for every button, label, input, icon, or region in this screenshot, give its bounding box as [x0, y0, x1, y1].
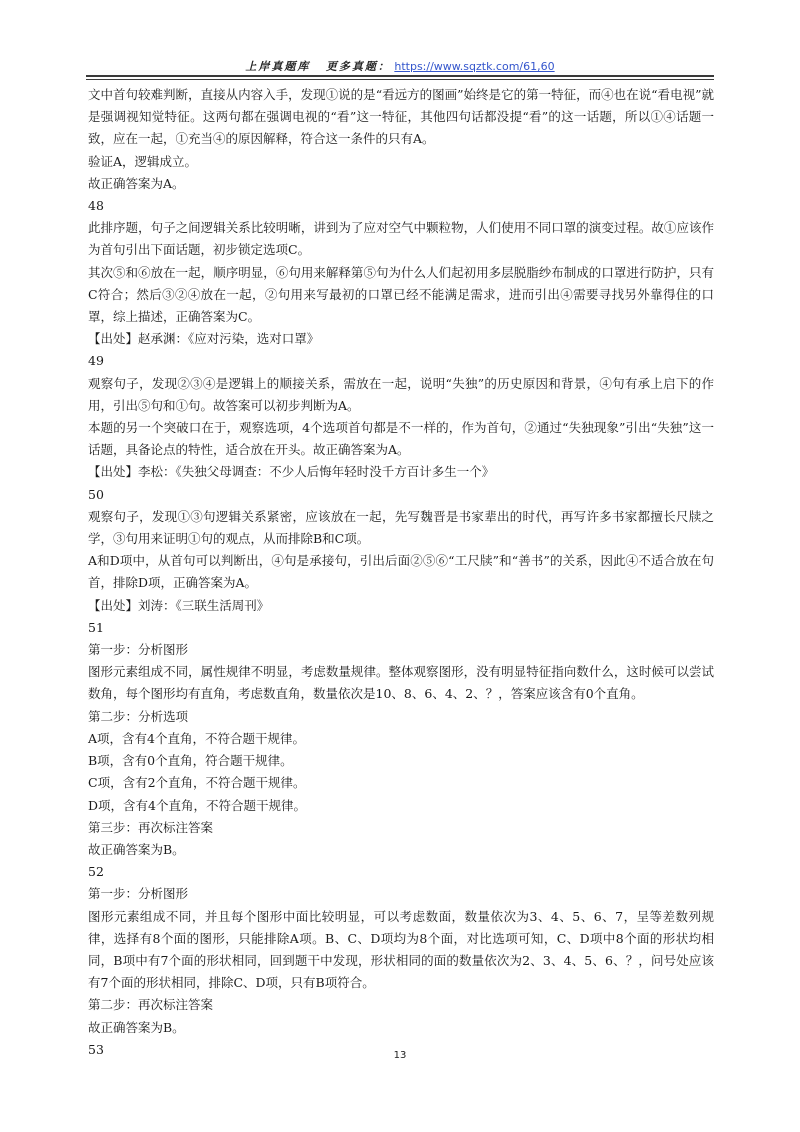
- paragraph: 本题的另一个突破口在于，观察选项，4个选项首句都是不一样的，作为首句，②通过“失独现象”引出“失独”这一话题，具备论点的特性，适合放在开头。故正确答案为A。: [88, 420, 714, 458]
- paragraph: 观察句子，发现①③句逻辑关系紧密，应该放在一起，先写魏晋是书家辈出的时代，再写许多书家都擅长尺牍之学，③句用来证明①句的观点，从而排除B和C项。: [88, 508, 714, 547]
- question-number: 53: [88, 1041, 104, 1057]
- option-analysis: B项，含有0个直角，符合题干规律。: [88, 753, 293, 769]
- question-number: 49: [88, 353, 104, 369]
- step-heading: 第三步：再次标注答案: [88, 819, 214, 835]
- paragraph: 故正确答案为B。: [88, 841, 185, 857]
- option-analysis: D项，含有4个直角，不符合题干规律。: [88, 797, 306, 813]
- question-number: 51: [88, 619, 104, 635]
- step-heading: 第一步：分析图形: [88, 886, 189, 902]
- page-number: 13: [393, 1050, 407, 1061]
- header-divider: [86, 75, 714, 77]
- source-citation: 【出处】赵承渊：《应对污染，选对口罩》: [88, 331, 320, 347]
- document-body: [88, 84, 714, 1061]
- paragraph: A和D项中，从首句可以判断出，④句是承接句，引出后面②⑤⑥“工尺牍”和“善书”的关系，因此④不适合放在句首，排除D项，正确答案为A。: [88, 553, 714, 591]
- question-number: 50: [88, 486, 104, 502]
- paragraph: 图形元素组成不同，属性规律不明显，考虑数量规律。整体观察图形，没有明显特征指向数什么，这时候可以尝试数角，每个图形均有直角，考虑数直角，数量依次是10、8、6、4、2、？，答案应该含有0个直角。: [88, 664, 714, 702]
- paragraph: 文中首句较难判断，直接从内容入手，发现①说的是“看远方的图画”始终是它的第一特征，而④也在说“看电视”就是强调视知觉特征。这两句都在强调电视的“看”这一特征，其他四句话都没提“看”的这一话题，所以①④话题一致，应在一起，①充当④的原因解释，符合这一条件的只有A。: [88, 87, 714, 147]
- paragraph: 观察句子，发现②③④是逻辑上的顺接关系，需放在一起，说明“失独”的历史原因和背景，④句有承上启下的作用，引出⑤句和①句。故答案可以初步判断为A。: [88, 375, 714, 413]
- question-number: 52: [88, 864, 104, 880]
- paragraph: 其次⑤和⑥放在一起，顺序明显，⑥句用来解释第⑤句为什么人们起初用多层脱脂纱布制成的口罩进行防护，只有C符合；然后③②④放在一起，②句用来写最初的口罩已经不能满足需求，进而引出④需要寻找另外靠得住的口罩，综上描述，正确答案为C。: [88, 264, 714, 325]
- step-heading: 第一步：分析图形: [88, 642, 189, 658]
- header-url-link[interactable]: https://www.sqztk.com/61,60: [394, 60, 555, 73]
- page-header: [0, 58, 800, 74]
- paragraph: 验证A，逻辑成立。: [88, 153, 198, 169]
- step-heading: 第二步：再次标注答案: [88, 997, 214, 1013]
- option-analysis: C项，含有2个直角，不符合题干规律。: [88, 775, 306, 791]
- source-citation: 【出处】刘涛：《三联生活周刊》: [88, 597, 270, 613]
- header-more-label: 更多真题：: [325, 60, 391, 73]
- header-divider-thin: [86, 79, 714, 80]
- paragraph: 此排序题，句子之间逻辑关系比较明晰，讲到为了应对空气中颗粒物，人们使用不同口罩的演变过程。故①应该作为首句引出下面话题，初步锁定选项C。: [88, 220, 714, 258]
- paragraph: 故正确答案为A。: [88, 175, 185, 191]
- option-analysis: A项，含有4个直角，不符合题干规律。: [88, 730, 305, 746]
- question-number: 48: [88, 198, 104, 214]
- paragraph: 故正确答案为B。: [88, 1019, 185, 1035]
- source-citation: 【出处】李松：《失独父母调查：不少人后悔年轻时没千方百计多生一个》: [88, 464, 495, 480]
- paragraph: 图形元素组成不同，并且每个图形中面比较明显，可以考虑数面，数量依次为3、4、5、6、7，呈等差数列规律，选择有8个面的图形，只能排除A项。B、C、D项均为8个面，对比选项可知，C、D项中8个面的形状均相同，B项中有7个面的形状相同，回到题干中发现，形状相同的面的数量依次为2、3、4、5、6、？，问号处应该有7个面的形状相同，排除C、D项，只有B项符合。: [88, 908, 714, 991]
- step-heading: 第二步：分析选项: [88, 708, 189, 724]
- header-brand: 上岸真题库: [245, 60, 311, 73]
